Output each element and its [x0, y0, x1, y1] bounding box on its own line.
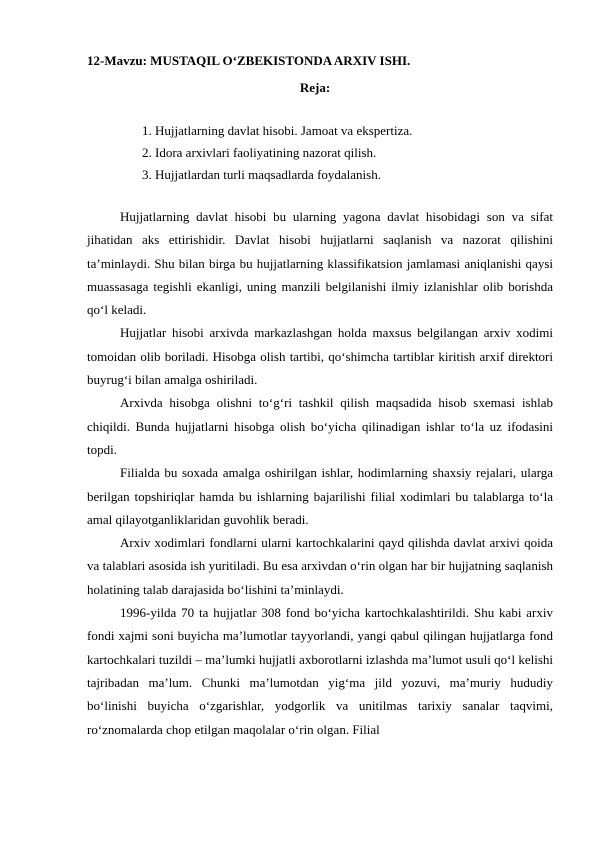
plan-item: 1. Hujjatlarning davlat hisobi. Jamoat va ekspertiza.: [142, 123, 413, 138]
paragraph: Hujjatlarning davlat hisobi bu ularning yagona davlat hisobidagi son va sifat jihatidan aks ettirishidir. Davlat hisobi hujjatlarni saqlanish va nazorat qilishini ta’minlaydi. Shu bilan birga bu hujjatlarning klassifikatsion jamlamasi aniqlanishi qaysi muassasaga tegishli ekanligi, uning manzili belgilanishi ilmiy izlanishlar olib borishda qo‘l keladi.: [87, 209, 553, 318]
plan-item: 2. Idora arxivlari faoliyatining nazorat qilish.: [142, 145, 377, 160]
paragraph: Filialda bu soxada amalga oshirilgan ishlar, hodimlarning shaxsiy rejalari, ularga berilgan topshiriqlar hamda bu ishlarning bajarilishi filial xodimlari bu talablarga to‘la amal qilayotganliklaridan guvohlik beradi.: [87, 465, 553, 527]
paragraph: 1996-yilda 70 ta hujjatlar 308 fond bo‘yicha kartochkalashtirildi. Shu kabi arxiv fondi xajmi soni buyicha ma’lumotlar tayyorlandi, yangi qabul qilingan hujjatlarga fond kartochkalari tuzildi – ma’lumki hujjatli axborotlarni izlashda ma’lumot usuli qo‘l kelishi tajribadan ma’lum. Chunki ma’lumotdan yig‘ma jild yozuvi, ma’muriy hududiy bo‘linishi buyicha o‘zgarishlar, yodgorlik va unitilmas tarixiy sanalar taqvimi, ro‘znomalarda chop etilgan maqolalar o‘rin olgan. Filial: [87, 605, 553, 737]
plan-list: [142, 120, 412, 186]
paragraph: Arxiv xodimlari fondlarni ularni kartochkalarini qayd qilishda davlat arxivi qoida va talablari asosida ish yuritiladi. Bu esa arxivdan o‘rin olgan har bir hujjatning saqlanish holatining talab darajasida bo‘lishini ta’minlaydi.: [87, 535, 553, 597]
body-text: [87, 205, 553, 741]
plan-heading: Reja:: [299, 80, 331, 95]
document-title: 12-Mavzu: MUSTAQIL O‘ZBEKISTONDA ARXIV ISHI.: [87, 53, 411, 68]
paragraph: Hujjatlar hisobi arxivda markazlashgan holda maxsus belgilangan arxiv xodimi tomoidan olib boriladi. Hisobga olish tartibi, qo‘shimcha tartiblar kiritish arxif direktori buyrug‘i bilan amalga oshiriladi.: [87, 325, 553, 388]
paragraph: Arxivda hisobga olishni to‘g‘ri tashkil qilish maqsadida hisob sxemasi ishlab chiqildi. Bunda hujjatlarni hisobga olish bo‘yicha qilinadigan ishlar to‘la uz ifodasini topdi.: [87, 395, 553, 457]
plan-item: 3. Hujjatlardan turli maqsadlarda foydalanish.: [142, 167, 381, 182]
